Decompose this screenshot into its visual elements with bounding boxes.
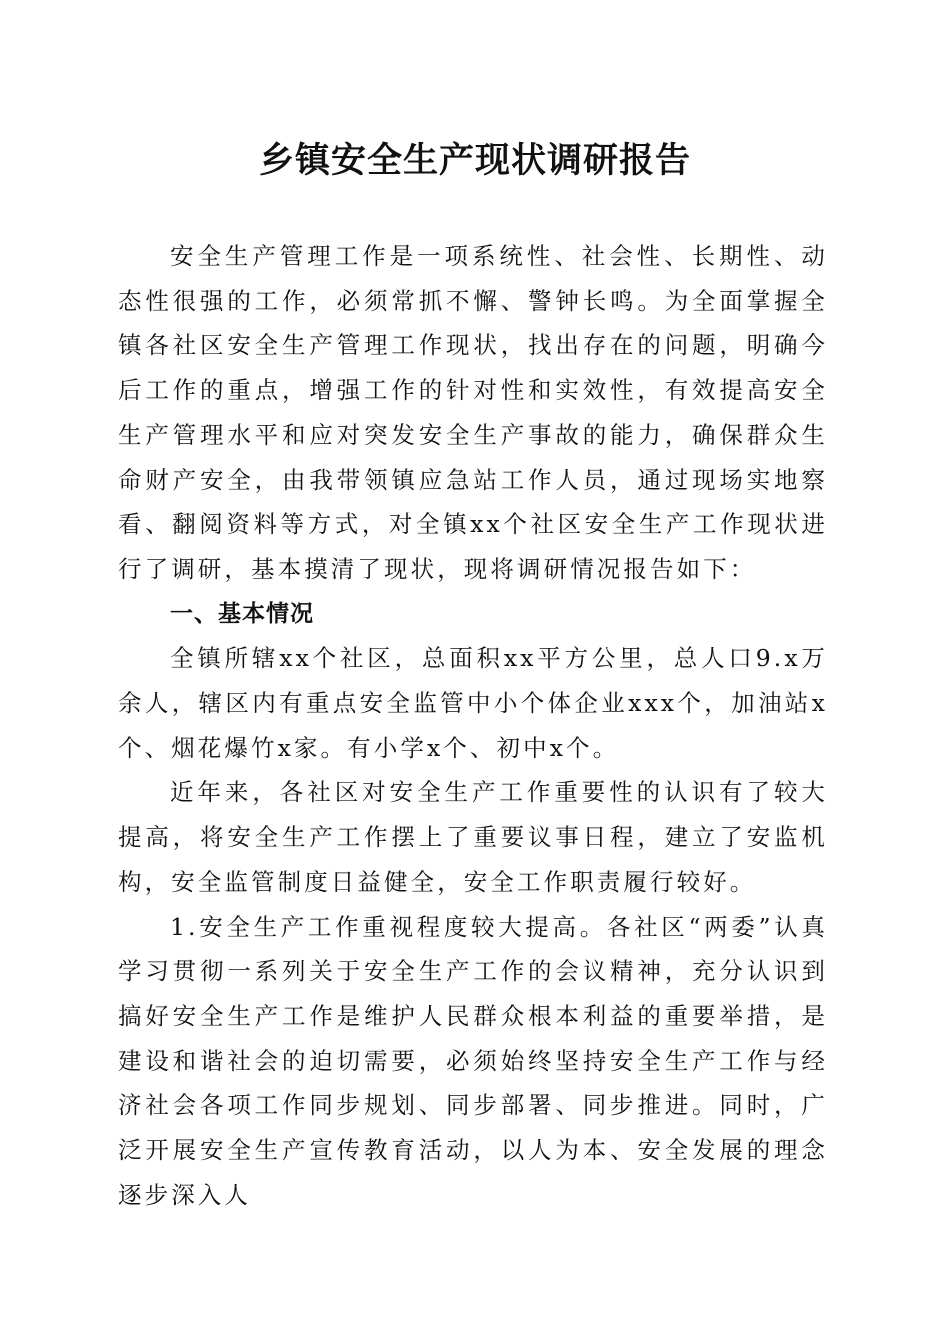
document-body bbox=[118, 234, 828, 1217]
basic-info-paragraph: 全镇所辖xx个社区，总面积xx平方公里，总人口9.x万余人，辖区内有重点安全监管中小个体企业xxx个，加油站x个、烟花爆竹x家。有小学x个、初中x个。 bbox=[118, 644, 828, 762]
item-1-paragraph: 1.安全生产工作重视程度较大提高。各社区“两委”认真学习贯彻一系列关于安全生产工作的会议精神，充分认识到搞好安全生产工作是维护人民群众根本利益的重要举措，是建设和谐社会的迫切需要，必须始终坚持安全生产工作与经济社会各项工作同步规划、同步部署、同步推进。同时，广泛开展安全生产宣传教育活动，以人为本、安全发展的理念逐步深入人 bbox=[118, 912, 828, 1209]
recent-years-paragraph: 近年来，各社区对安全生产工作重要性的认识有了较大提高，将安全生产工作摆上了重要议事日程，建立了安监机构，安全监管制度日益健全，安全工作职责履行较好。 bbox=[118, 778, 828, 896]
document-title: 乡镇安全生产现状调研报告 bbox=[258, 140, 691, 181]
section-heading-basic-situation: 一、基本情况 bbox=[170, 600, 314, 627]
intro-paragraph: 安全生产管理工作是一项系统性、社会性、长期性、动态性很强的工作，必须常抓不懈、警钟长鸣。为全面掌握全镇各社区安全生产管理工作现状，找出存在的问题，明确今后工作的重点，增强工作的针对性和实效性，有效提高安全生产管理水平和应对突发安全生产事故的能力，确保群众生命财产安全，由我带领镇应急站工作人员，通过现场实地察看、翻阅资料等方式，对全镇xx个社区安全生产工作现状进行了调研，基本摸清了现状，现将调研情况报告如下： bbox=[118, 242, 828, 583]
